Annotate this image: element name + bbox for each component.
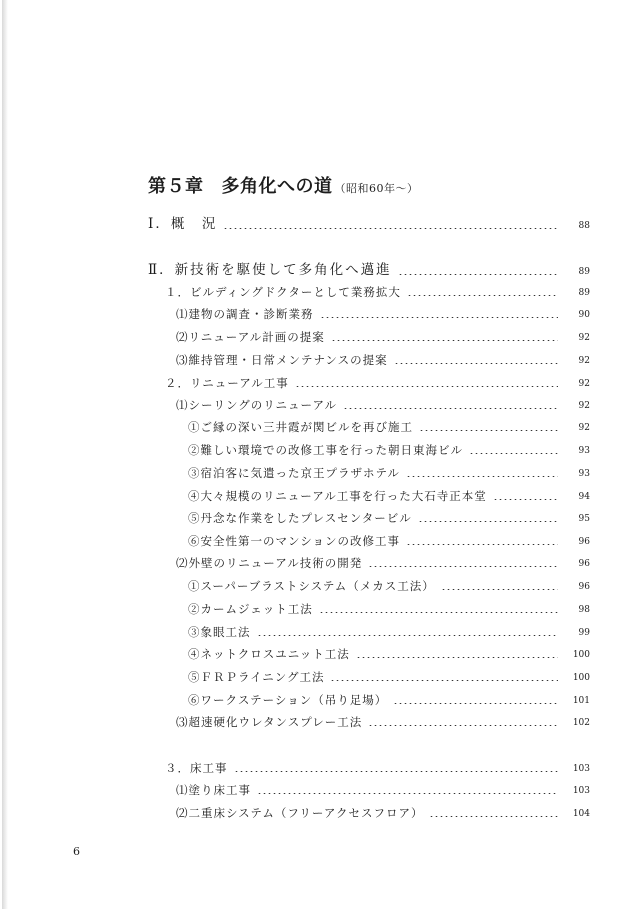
toc-entry: Ⅱ．新技術を駆使して多角化へ邁進 89 [148,262,590,278]
toc-entry: ⑵外壁のリニューアル技術の開発 96 [176,556,590,570]
toc-entry: ⑥安全性第一のマンションの改修工事 96 [188,534,590,548]
toc-entry: ②難しい環境での改修工事を行った朝日東海ビル 93 [188,443,590,457]
toc-entry: ⑶超速硬化ウレタンスプレー工法 102 [176,715,590,729]
toc-entry: １．ビルディングドクターとして業務拡大 89 [165,285,590,299]
toc-entry: ３．床工事 103 [165,761,590,775]
toc-entry: ⑶維持管理・日常メンテナンスの提案 92 [176,353,590,367]
chapter-period: （昭和60年～） [334,182,419,195]
toc-entry: ⑴塗り床工事 103 [176,783,590,797]
chapter-title [148,172,419,198]
toc-entry: ⑥ワークステーション（吊り足場） 101 [188,693,590,707]
toc-entry: ②カームジェット工法 98 [188,602,590,616]
toc-entry: ①ご縁の深い三井霞が関ビルを再び施工 92 [188,420,590,434]
chapter-number: 第５章 [148,176,204,197]
toc-entry: ⑵二重床システム（フリーアクセスフロア） 104 [176,806,590,820]
toc-entry: Ⅰ．概 況 88 [148,216,590,232]
toc-entry: ⑤ＦＲＰライニング工法 100 [188,670,590,684]
chapter-name: 多角化への道 [221,176,333,197]
toc-entry: ⑴建物の調査・診断業務 90 [176,307,590,321]
toc-entry: ２．リニューアル工事 92 [165,376,590,390]
toc-entry: ③象眼工法 99 [188,625,590,639]
toc-entry: ④ネットクロスユニット工法 100 [188,647,590,661]
toc-entry: ⑵リニューアル計画の提案 92 [176,330,590,344]
toc-entry: ①スーパーブラストシステム（メカス工法） 96 [188,579,590,593]
page-edge [2,0,8,909]
toc-entry: ⑴シーリングのリニューアル 92 [176,398,590,412]
toc-entry: ③宿泊客に気遣った京王プラザホテル 93 [188,466,590,480]
toc-entry: ④大々規模のリニューアル工事を行った大石寺正本堂 94 [188,489,590,503]
page-number: 6 [73,845,80,858]
toc-entry: ⑤丹念な作業をしたプレスセンタービル 95 [188,511,590,525]
